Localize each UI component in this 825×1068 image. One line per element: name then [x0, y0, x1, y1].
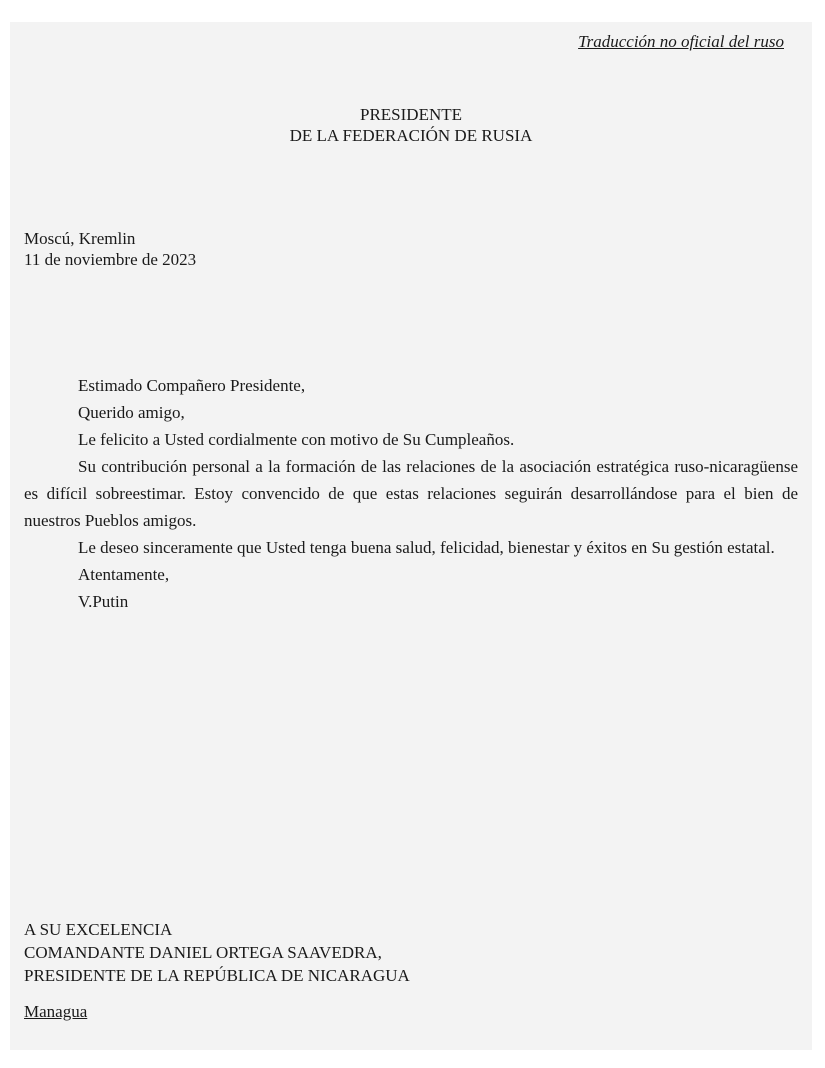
letter-body: [24, 372, 798, 615]
letter-heading: [10, 104, 812, 146]
place-and-date: [24, 228, 196, 270]
salutation-2: Querido amigo,: [78, 403, 185, 422]
letter-place: Moscú, Kremlin: [24, 229, 136, 248]
paragraph-2: Su contribución personal a la formación de las relaciones de la asociación estratégica ruso-nicaragüense es difícil sobreestimar. Estoy convencido de que estas relaciones seguirán desarrollándose para el bien de nuestros Pueblos amigos.: [24, 457, 798, 530]
addressee-line-2: COMANDANTE DANIEL ORTEGA SAAVEDRA,: [24, 943, 382, 962]
heading-line-1: PRESIDENTE: [360, 105, 462, 124]
addressee-line-3: PRESIDENTE DE LA REPÚBLICA DE NICARAGUA: [24, 966, 410, 985]
closing: Atentamente,: [78, 565, 170, 584]
paragraph-1: Le felicito a Usted cordialmente con motivo de Su Cumpleaños.: [78, 430, 515, 449]
translation-note: Traducción no oficial del ruso: [578, 32, 784, 51]
addressee-city: Managua: [24, 1002, 88, 1021]
heading-line-2: DE LA FEDERACIÓN DE RUSIA: [289, 126, 533, 145]
letter-date: 11 de noviembre de 2023: [24, 250, 197, 269]
paragraph-3: Le deseo sinceramente que Usted tenga buena salud, felicidad, bienestar y éxitos en Su gestión estatal.: [78, 538, 775, 557]
addressee-block: [24, 918, 410, 987]
salutation-1: Estimado Compañero Presidente,: [78, 376, 306, 395]
addressee-line-1: A SU EXCELENCIA: [24, 920, 173, 939]
signature: V.Putin: [78, 592, 129, 611]
letter-page: [10, 22, 812, 1050]
